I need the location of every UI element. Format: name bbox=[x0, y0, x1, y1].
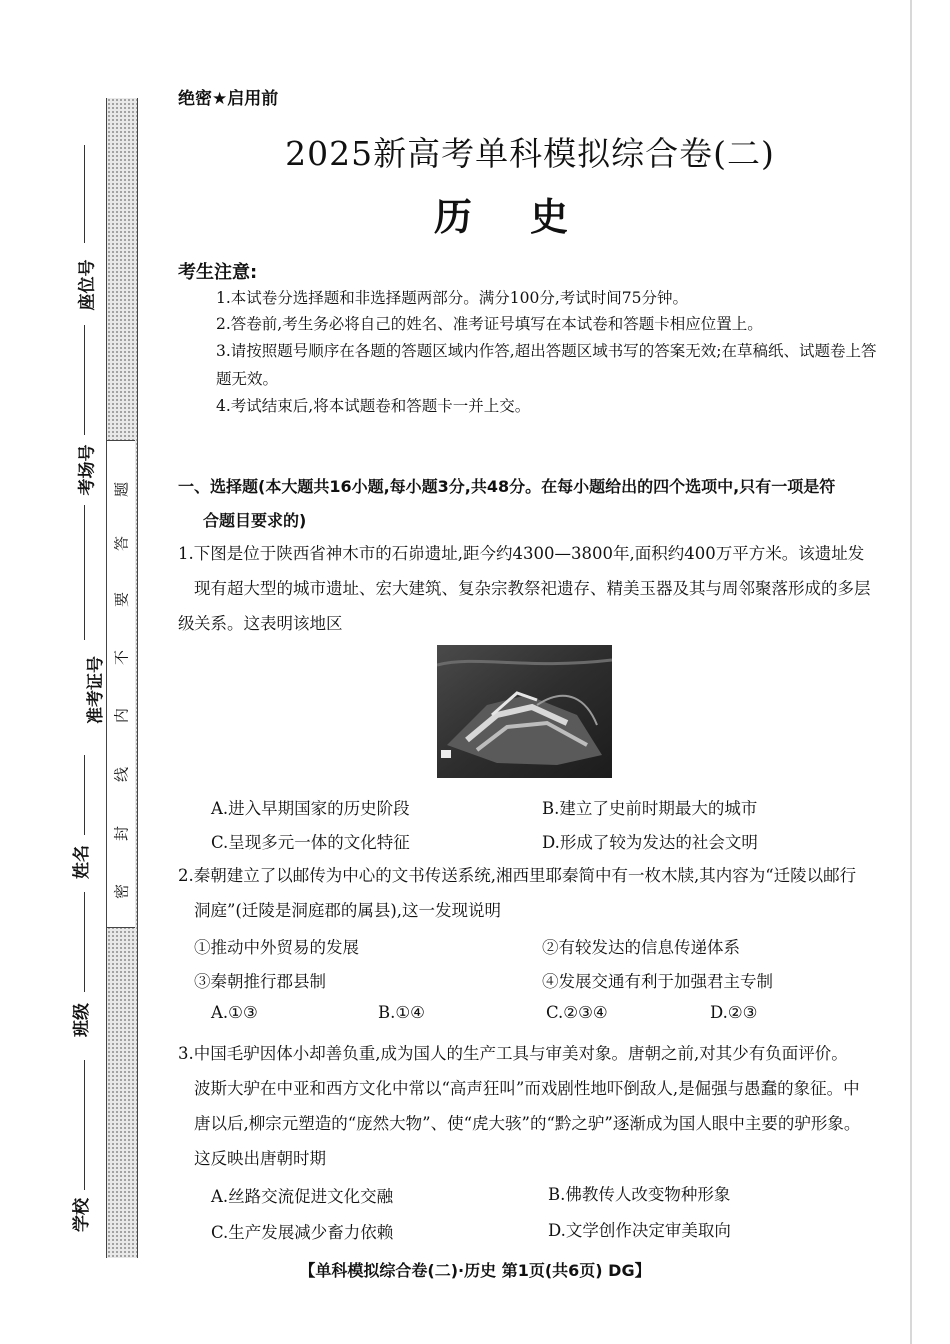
name-label: 姓名 bbox=[72, 845, 92, 879]
question-3-option-b: B.佛教传人改变物种形象 bbox=[548, 1185, 731, 1204]
question-2-statement: ③秦朝推行郡县制 bbox=[194, 972, 326, 991]
question-2-line: 2.秦朝建立了以邮传为中心的文书传送系统,湘西里耶秦简中有一枚木牍,其内容为“迁陵以邮行 bbox=[178, 866, 857, 885]
question-2-option-a: A.①③ bbox=[211, 1003, 258, 1022]
school-label: 学校 bbox=[72, 1198, 92, 1232]
admission-number-label: 准考证号 bbox=[86, 656, 106, 724]
question-3-line: 这反映出唐朝时期 bbox=[194, 1149, 326, 1168]
seal-char: 不 bbox=[112, 650, 131, 666]
question-1-line: 现有超大型的城市遗址、宏大建筑、复杂宗教祭祀遗存、精美玉器及其与周邻聚落形成的多层级 bbox=[178, 579, 871, 633]
question-3-line: 波斯大驴在中亚和西方文化中常以“高声狂叫”而戏剧性地吓倒敌人,是倔强与愚蠢的象征。中 bbox=[194, 1079, 860, 1098]
question-2-statement: ②有较发达的信息传递体系 bbox=[542, 938, 740, 957]
class-label: 班级 bbox=[72, 1003, 92, 1037]
section-heading bbox=[178, 470, 883, 538]
question-1-line: 1.下图是位于陕西省神木市的石峁遗址,距今约4300—3800年,面积约400万平方米。该遗址发 bbox=[178, 544, 865, 563]
question-3-option-c: C.生产发展减少畜力依赖 bbox=[211, 1223, 394, 1242]
question-1-option-c: C.呈现多元一体的文化特征 bbox=[211, 833, 410, 852]
admission-number-line bbox=[84, 505, 85, 640]
seal-char: 密 bbox=[112, 884, 131, 900]
seal-char: 内 bbox=[112, 708, 131, 724]
seal-char: 封 bbox=[112, 826, 131, 842]
question-3-option-d: D.文学创作决定审美取向 bbox=[548, 1221, 731, 1240]
name-line bbox=[84, 755, 85, 835]
question-2-line: 洞庭”(迁陵是洞庭郡的属县),这一发现说明 bbox=[194, 901, 502, 920]
question-2-statement: ④发展交通有利于加强君主专制 bbox=[542, 972, 773, 991]
subject-title: 历史 bbox=[433, 194, 626, 239]
seal-char: 线 bbox=[112, 767, 131, 783]
seal-char: 答 bbox=[112, 536, 131, 552]
school-line bbox=[84, 1060, 85, 1190]
page-footer: 【单科模拟综合卷(二)·历史 第1页(共6页) DG】 bbox=[299, 1261, 651, 1280]
notice-item: 1.本试卷分选择题和非选择题两部分。满分100分,考试时间75分钟。 bbox=[216, 289, 689, 307]
exam-room-label: 考场号 bbox=[77, 444, 98, 496]
seat-number-label: 座位号 bbox=[77, 259, 98, 311]
exam-room-line bbox=[84, 325, 85, 435]
question-3-line: 3.中国毛驴因体小却善负重,成为国人的生产工具与审美对象。唐朝之前,对其少有负面评价。 bbox=[178, 1044, 848, 1063]
section-heading-line: 合题目要求的) bbox=[203, 511, 307, 530]
section-heading-line: 一、选择题(本大题共16小题,每小题3分,共48分。在每小题给出的四个选项中,只有一项是符 bbox=[178, 477, 836, 496]
question-2-statement: ①推动中外贸易的发展 bbox=[194, 938, 359, 957]
seal-char: 要 bbox=[112, 592, 131, 608]
question-3-line: 唐以后,柳宗元塑造的“庞然大物”、使“虎大骇”的“黔之驴”逐渐成为国人眼中主要的驴形象。 bbox=[194, 1114, 861, 1133]
notice-item: 3.请按照题号顺序在各题的答题区域内作答,超出答题区域书写的答案无效;在草稿纸、试题卷上答题无效。 bbox=[216, 342, 877, 388]
notice-item: 2.答卷前,考生务必将自己的姓名、准考证号填写在本试卷和答题卡相应位置上。 bbox=[216, 315, 763, 333]
question-2-option-b: B.①④ bbox=[378, 1003, 425, 1022]
question-1-option-b: B.建立了史前时期最大的城市 bbox=[542, 799, 758, 818]
notice-item: 4.考试结束后,将本试题卷和答题卡一并上交。 bbox=[216, 397, 531, 415]
question-2-option-c: C.②③④ bbox=[546, 1003, 608, 1022]
seal-char: 题 bbox=[112, 482, 131, 498]
confidential-mark: 绝密★启用前 bbox=[178, 89, 279, 109]
exam-title: 2025新高考单科模拟综合卷(二) bbox=[285, 134, 775, 173]
shimao-site-photo bbox=[437, 645, 612, 778]
question-1-option-d: D.形成了较为发达的社会文明 bbox=[542, 833, 758, 852]
class-line bbox=[84, 892, 85, 992]
question-3-option-a: A.丝路交流促进文化交融 bbox=[211, 1187, 394, 1206]
question-1-option-a: A.进入早期国家的历史阶段 bbox=[211, 799, 410, 818]
question-2-option-d: D.②③ bbox=[710, 1003, 758, 1022]
notice-heading: 考生注意: bbox=[178, 262, 258, 283]
question-1-line: 关系。这表明该地区 bbox=[194, 614, 343, 633]
